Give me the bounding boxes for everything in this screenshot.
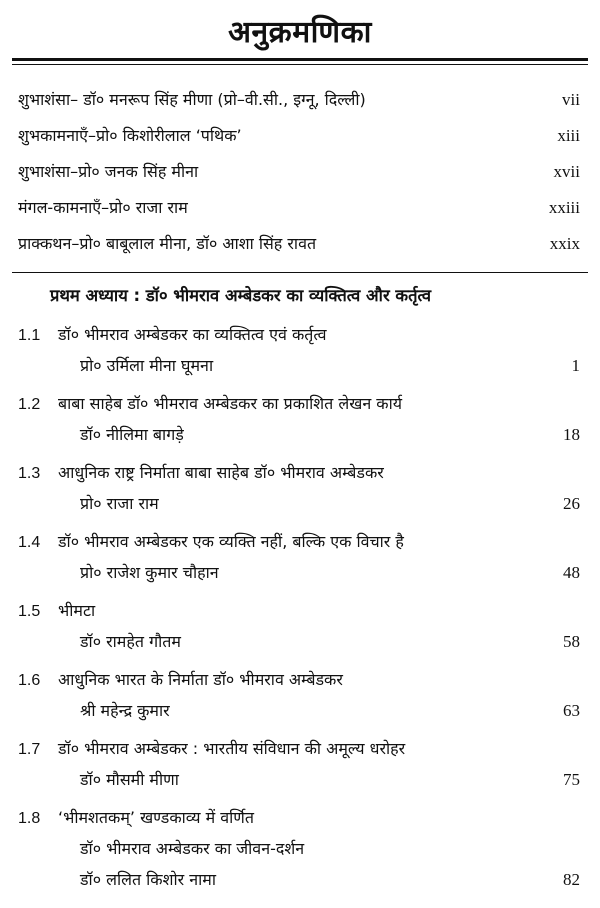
entry-number: 1.3 xyxy=(18,465,41,482)
front-matter-item xyxy=(18,232,580,268)
page-title: अनुक्रमणिका xyxy=(228,15,372,50)
entry-number: 1.7 xyxy=(18,741,41,758)
front-matter-item xyxy=(18,160,580,196)
page-number: 18 xyxy=(563,425,580,444)
front-matter-text: शुभाशंसा– डॉ० मनरूप सिंह मीणा (प्रो–वी.सी., इग्नू, दिल्ली) xyxy=(18,90,366,109)
entry-title: डॉ० भीमराव अम्बेडकर का व्यक्तित्व एवं कर्तृत्व xyxy=(58,325,327,344)
entry-author: श्री महेन्द्र कुमार xyxy=(80,701,170,720)
page-number: 63 xyxy=(563,701,580,720)
entry-number: 1.6 xyxy=(18,672,41,689)
toc-entry xyxy=(18,461,580,523)
front-matter-text: शुभकामनाएँ–प्रो० किशोरीलाल ‘पथिक’ xyxy=(18,126,242,145)
entry-title: आधुनिक राष्ट्र निर्माता बाबा साहेब डॉ० भीमराव अम्बेडकर xyxy=(58,463,384,482)
entry-number: 1.5 xyxy=(18,603,41,620)
front-matter-item xyxy=(18,196,580,232)
entry-author: डॉ० नीलिमा बागड़े xyxy=(80,425,184,444)
entry-number: 1.4 xyxy=(18,534,41,551)
toc-entry xyxy=(18,323,580,385)
section-divider xyxy=(12,272,588,273)
entry-title: बाबा साहेब डॉ० भीमराव अम्बेडकर का प्रकाशित लेखन कार्य xyxy=(58,394,403,413)
front-matter-text: मंगल-कामनाएँ–प्रो० राजा राम xyxy=(18,198,188,217)
page-number: xxix xyxy=(549,234,580,253)
page-number: 58 xyxy=(563,632,580,651)
page-number: 26 xyxy=(563,494,580,513)
entry-author: प्रो० राजा राम xyxy=(80,494,159,513)
page-number: 48 xyxy=(563,563,580,582)
entry-number: 1.2 xyxy=(18,396,41,413)
entry-author: प्रो० उर्मिला मीना घूमना xyxy=(80,356,214,375)
toc-entry xyxy=(18,668,580,730)
front-matter-item xyxy=(18,88,580,124)
title-rule-thin xyxy=(12,64,588,65)
page-number: 75 xyxy=(563,770,580,789)
entry-author: डॉ० मौसमी मीणा xyxy=(80,770,179,789)
toc-entry xyxy=(18,530,580,592)
entry-title: भीमटा xyxy=(58,601,96,620)
entry-title: आधुनिक भारत के निर्माता डॉ० भीमराव अम्बेडकर xyxy=(58,670,343,689)
entry-number: 1.1 xyxy=(18,327,41,344)
entry-title: डॉ० भीमराव अम्बेडकर : भारतीय संविधान की अमूल्य धरोहर xyxy=(58,739,406,758)
toc-entry xyxy=(18,392,580,454)
front-matter-item xyxy=(18,124,580,160)
toc-entry xyxy=(18,806,580,899)
front-matter-text: शुभाशंसा–प्रो० जनक सिंह मीना xyxy=(18,162,199,181)
page-number: xiii xyxy=(557,126,580,145)
entry-number: 1.8 xyxy=(18,810,41,827)
entry-title: डॉ० भीमराव अम्बेडकर एक व्यक्ति नहीं, बल्कि एक विचार है xyxy=(58,532,404,551)
page-number: xxiii xyxy=(548,198,580,217)
entry-author: प्रो० राजेश कुमार चौहान xyxy=(80,563,219,582)
toc-entry xyxy=(18,737,580,799)
title-rule-thick xyxy=(12,58,588,61)
page-number: 1 xyxy=(571,356,580,375)
entry-title: ‘भीमशतकम्’ खण्डकाव्य में वर्णित xyxy=(58,808,254,827)
entry-author: डॉ० ललित किशोर नामा xyxy=(80,870,216,889)
chapter-entries xyxy=(18,323,580,906)
entry-title-continued: डॉ० भीमराव अम्बेडकर का जीवन-दर्शन xyxy=(80,839,305,858)
toc-entry xyxy=(18,599,580,661)
page-number: 82 xyxy=(563,870,580,889)
chapter-heading: प्रथम अध्याय : डॉ० भीमराव अम्बेडकर का व्यक्तित्व और कर्तृत्व xyxy=(50,286,432,305)
front-matter-text: प्राक्कथन–प्रो० बाबूलाल मीना, डॉ० आशा सिंह रावत xyxy=(18,234,317,253)
page-number: vii xyxy=(562,90,580,109)
entry-author: डॉ० रामहेत गौतम xyxy=(80,632,181,651)
page-number: xvii xyxy=(553,162,580,181)
front-matter-list xyxy=(18,88,580,268)
